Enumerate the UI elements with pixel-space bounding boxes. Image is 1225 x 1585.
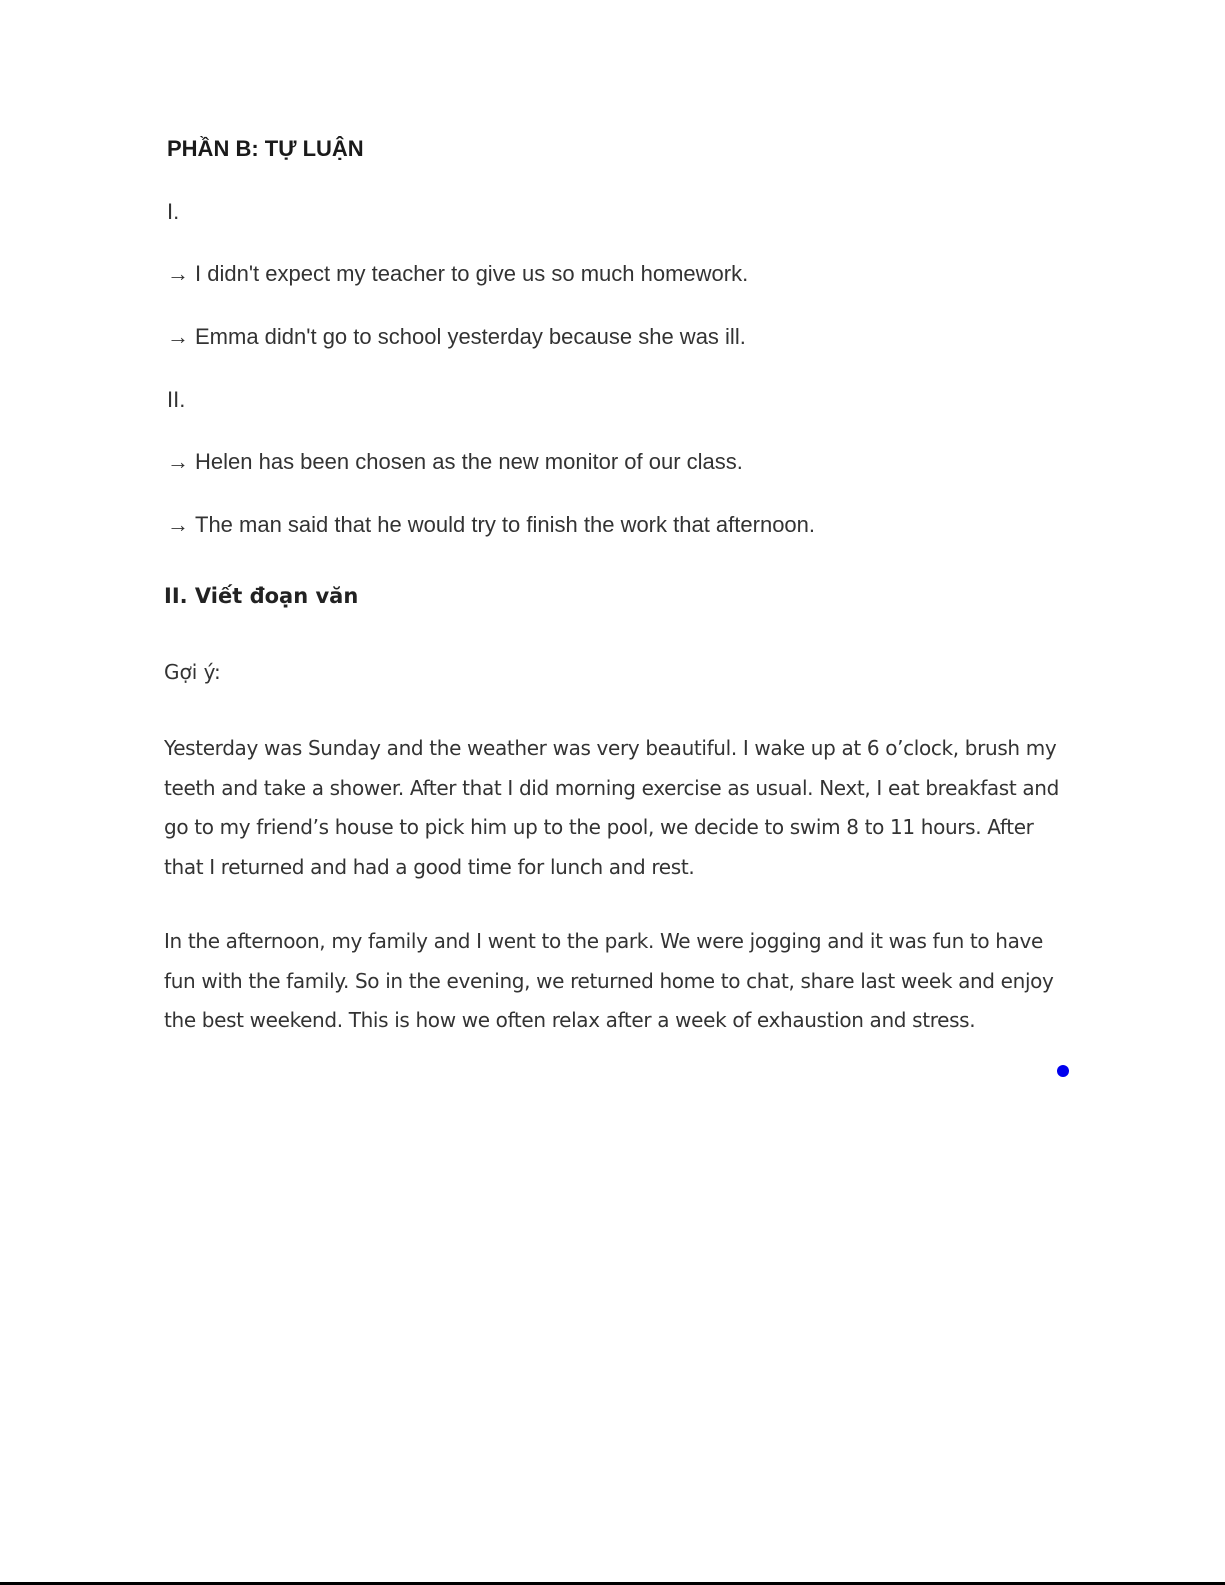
answer-line bbox=[167, 324, 746, 350]
writing-heading: II. Viết đoạn văn bbox=[164, 584, 359, 608]
answer-line bbox=[167, 512, 815, 538]
hint-label: Gợi ý: bbox=[164, 660, 221, 684]
marker-dot-icon bbox=[1057, 1065, 1069, 1077]
essay-paragraph: Yesterday was Sunday and the weather was very beautiful. I wake up at 6 o’clock, brush my teeth and take a shower. After that I did morning exercise as usual. Next, I eat breakfast and go to my friend’s house to pick him up to the pool, we decide to swim 8 to 11 hours. After that I returned and had a good time for lunch and rest. bbox=[164, 736, 1059, 879]
arrow-icon: → bbox=[167, 449, 189, 474]
part-two-numeral: II. bbox=[167, 387, 186, 412]
arrow-icon: → bbox=[167, 512, 189, 537]
section-title: PHẦN B: TỰ LUẬN bbox=[167, 136, 364, 161]
answer-text: Helen has been chosen as the new monitor of our class. bbox=[195, 449, 743, 474]
essay-paragraph: In the afternoon, my family and I went to the park. We were jogging and it was fun to have fun with the family. So in the evening, we returned home to chat, share last week and enjoy the best weekend. This is how we often relax after a week of exhaustion and stress. bbox=[164, 929, 1054, 1032]
answer-line bbox=[167, 449, 743, 475]
answer-text: I didn't expect my teacher to give us so much homework. bbox=[195, 261, 749, 286]
part-one-numeral: I. bbox=[167, 199, 180, 224]
arrow-icon: → bbox=[167, 261, 189, 286]
answer-line bbox=[167, 261, 748, 287]
answer-text: Emma didn't go to school yesterday because she was ill. bbox=[195, 324, 746, 349]
answer-text: The man said that he would try to finish the work that afternoon. bbox=[195, 512, 816, 537]
arrow-icon: → bbox=[167, 324, 189, 349]
